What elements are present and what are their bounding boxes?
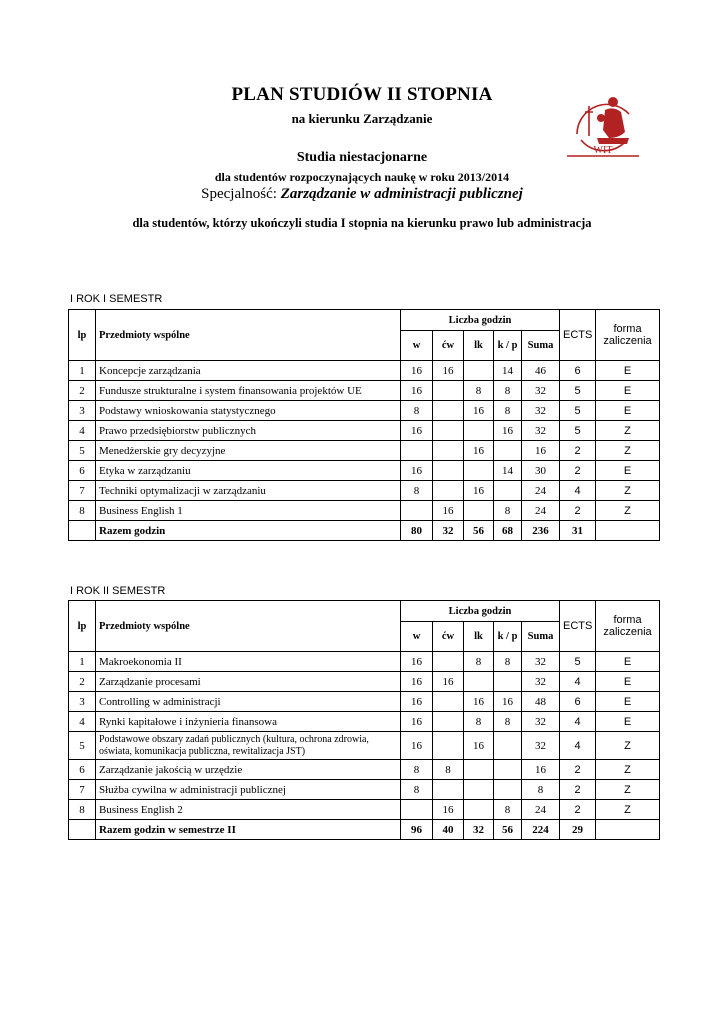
cell-cw [433,652,464,672]
table-row [69,441,660,461]
cell-lk: 16 [464,481,494,501]
cell-forma: Z [596,441,660,461]
col-header-subject: Przedmioty wspólne [96,310,401,361]
semester-1-table [68,309,660,541]
cell-kp: 8 [494,800,522,820]
cell-forma: E [596,381,660,401]
cell-ects: 2 [560,441,596,461]
cell-lk [464,800,494,820]
table-row [69,760,660,780]
specialization-label: Specjalność: [201,186,277,202]
cell-subject: Business English 2 [96,800,401,820]
cell-cw [433,421,464,441]
table-row [69,501,660,521]
total-lk: 56 [464,521,494,541]
cell-w: 16 [401,672,433,692]
cell-subject: Business English 1 [96,501,401,521]
cell-forma: Z [596,732,660,760]
cell-lp: 1 [69,652,96,672]
cell-lp: 2 [69,672,96,692]
table-row [69,652,660,672]
cell-lp: 3 [69,692,96,712]
table-row [69,361,660,381]
col-header-w: w [401,331,433,361]
col-header-lk: lk [464,622,494,652]
cell-lp: 5 [69,441,96,461]
wit-logo [563,82,643,162]
total-kp: 56 [494,820,522,840]
cell-ects: 2 [560,800,596,820]
cell-lk [464,780,494,800]
total-w: 80 [401,521,433,541]
total-lk: 32 [464,820,494,840]
semester-1-label: I ROK I SEMESTR [70,293,163,305]
cell-forma: Z [596,421,660,441]
total-ects: 31 [560,521,596,541]
cell-ects: 2 [560,461,596,481]
cell-kp [494,780,522,800]
cell-cw [433,441,464,461]
cell-ects: 2 [560,760,596,780]
cell-lp: 1 [69,361,96,381]
total-kp: 68 [494,521,522,541]
total-row [69,820,660,840]
cell-kp [494,732,522,760]
cell-subject: Menedżerskie gry decyzyjne [96,441,401,461]
cell-subject: Podstawy wnioskowania statystycznego [96,401,401,421]
table-row [69,461,660,481]
table-row [69,672,660,692]
cell-kp: 8 [494,381,522,401]
cell-ects: 4 [560,732,596,760]
total-w: 96 [401,820,433,840]
col-header-suma: Suma [522,622,560,652]
col-header-cw: ćw [433,331,464,361]
col-header-kp: k / p [494,331,522,361]
cell-subject: Podstawowe obszary zadań publicznych (kultura, ochrona zdrowia, oświata, komunikacja publiczna, rewitalizacja JST) [96,732,401,760]
cell-kp [494,441,522,461]
col-header-forma: forma zaliczenia [596,310,660,361]
cell-suma: 16 [522,760,560,780]
cell-kp [494,672,522,692]
total-cw: 32 [433,521,464,541]
cell-kp: 8 [494,712,522,732]
cell-suma: 32 [522,672,560,692]
table-row [69,381,660,401]
cell-lk [464,760,494,780]
cell-lk: 8 [464,381,494,401]
table-row [69,712,660,732]
cell-subject: Koncepcje zarządzania [96,361,401,381]
cell-w: 16 [401,732,433,760]
cell-w: 16 [401,421,433,441]
semester-2-label: I ROK II SEMESTR [70,585,166,597]
cell-kp [494,760,522,780]
cell-empty [69,521,96,541]
table-row [69,692,660,712]
cell-cw [433,732,464,760]
cell-forma: E [596,672,660,692]
cell-lk: 16 [464,732,494,760]
students-intake: dla studentów rozpoczynających naukę w roku 2013/2014 [214,170,510,184]
cell-forma: E [596,461,660,481]
cell-kp: 8 [494,401,522,421]
cell-forma: Z [596,780,660,800]
col-header-lp: lp [69,601,96,652]
cell-ects: 4 [560,712,596,732]
total-label: Razem godzin w semestrze II [96,820,401,840]
cell-suma: 32 [522,712,560,732]
graduates-note: dla studentów, którzy ukończyli studia I stopnia na kierunku prawo lub administracja [132,216,592,230]
cell-lp: 4 [69,712,96,732]
cell-forma: E [596,712,660,732]
field-of-study: na kierunku Zarządzanie [291,111,433,126]
cell-subject: Techniki optymalizacji w zarządzaniu [96,481,401,501]
cell-ects: 2 [560,780,596,800]
cell-forma: E [596,401,660,421]
col-header-lk: lk [464,331,494,361]
cell-ects: 6 [560,361,596,381]
cell-ects: 5 [560,401,596,421]
cell-forma: Z [596,760,660,780]
cell-ects: 4 [560,672,596,692]
cell-forma: Z [596,800,660,820]
cell-kp: 14 [494,461,522,481]
col-header-lp: lp [69,310,96,361]
cell-suma: 46 [522,361,560,381]
total-suma: 236 [522,521,560,541]
total-ects: 29 [560,820,596,840]
total-label: Razem godzin [96,521,401,541]
cell-lk: 16 [464,692,494,712]
cell-lk [464,421,494,441]
cell-suma: 32 [522,421,560,441]
cell-lp: 7 [69,481,96,501]
cell-w [401,441,433,461]
cell-subject: Zarządzanie jakością w urzędzie [96,760,401,780]
cell-ects: 5 [560,381,596,401]
cell-cw [433,712,464,732]
cell-w [401,501,433,521]
cell-kp: 16 [494,692,522,712]
cell-suma: 32 [522,732,560,760]
cell-lp: 4 [69,421,96,441]
cell-cw [433,481,464,501]
cell-ects: 4 [560,481,596,501]
cell-subject: Służba cywilna w administracji publicznej [96,780,401,800]
cell-lp: 7 [69,780,96,800]
cell-suma: 24 [522,481,560,501]
cell-empty [69,820,96,840]
cell-subject: Makroekonomia II [96,652,401,672]
cell-subject: Prawo przedsiębiorstw publicznych [96,421,401,441]
cell-kp: 8 [494,501,522,521]
cell-lk [464,461,494,481]
cell-lk: 8 [464,652,494,672]
cell-w: 16 [401,381,433,401]
col-header-kp: k / p [494,622,522,652]
cell-ects: 5 [560,652,596,672]
table-row [69,800,660,820]
cell-forma: Z [596,501,660,521]
cell-suma: 16 [522,441,560,461]
cell-subject: Rynki kapitałowe i inżynieria finansowa [96,712,401,732]
total-cw: 40 [433,820,464,840]
study-mode: Studia niestacjonarne [296,150,428,165]
cell-forma: E [596,692,660,712]
cell-lp: 6 [69,461,96,481]
cell-cw [433,461,464,481]
table-row [69,780,660,800]
cell-suma: 32 [522,652,560,672]
col-header-hours: Liczba godzin [401,310,560,331]
cell-cw: 16 [433,501,464,521]
cell-suma: 24 [522,501,560,521]
table-row [69,401,660,421]
cell-w: 16 [401,692,433,712]
cell-w: 16 [401,652,433,672]
cell-forma: E [596,652,660,672]
col-header-ects: ECTS [560,601,596,652]
cell-kp: 16 [494,421,522,441]
cell-w: 8 [401,780,433,800]
cell-lk [464,361,494,381]
semester-2-table [68,600,660,840]
cell-lp: 6 [69,760,96,780]
cell-lp: 2 [69,381,96,401]
col-header-forma: forma zaliczenia [596,601,660,652]
cell-w: 8 [401,760,433,780]
cell-suma: 48 [522,692,560,712]
cell-w [401,800,433,820]
specialization [0,186,724,203]
cell-suma: 8 [522,780,560,800]
cell-w: 8 [401,401,433,421]
cell-cw: 8 [433,760,464,780]
cell-forma: Z [596,481,660,501]
cell-subject: Fundusze strukturalne i system finansowania projektów UE [96,381,401,401]
table-row [69,481,660,501]
page-title: PLAN STUDIÓW II STOPNIA [231,84,493,105]
cell-cw: 16 [433,800,464,820]
cell-w: 16 [401,712,433,732]
cell-w: 16 [401,461,433,481]
cell-empty [596,521,660,541]
cell-lk: 16 [464,441,494,461]
cell-lk [464,501,494,521]
cell-lp: 3 [69,401,96,421]
cell-subject: Controlling w administracji [96,692,401,712]
cell-ects: 6 [560,692,596,712]
specialization-value: Zarządzanie w administracji publicznej [280,186,523,202]
cell-lp: 8 [69,501,96,521]
cell-lk: 8 [464,712,494,732]
cell-cw [433,780,464,800]
cell-subject: Etyka w zarządzaniu [96,461,401,481]
cell-ects: 5 [560,421,596,441]
cell-suma: 32 [522,381,560,401]
table-row [69,732,660,760]
logo-text: WIT [593,145,613,156]
col-header-suma: Suma [522,331,560,361]
cell-cw [433,401,464,421]
cell-forma: E [596,361,660,381]
cell-suma: 30 [522,461,560,481]
cell-kp: 14 [494,361,522,381]
col-header-w: w [401,622,433,652]
cell-lp: 5 [69,732,96,760]
cell-cw [433,692,464,712]
cell-w: 8 [401,481,433,501]
cell-kp [494,481,522,501]
col-header-subject: Przedmioty wspólne [96,601,401,652]
cell-lp: 8 [69,800,96,820]
cell-cw [433,381,464,401]
cell-lk [464,672,494,692]
cell-kp: 8 [494,652,522,672]
cell-cw: 16 [433,361,464,381]
cell-suma: 24 [522,800,560,820]
table-row [69,421,660,441]
cell-subject: Zarządzanie procesami [96,672,401,692]
cell-cw: 16 [433,672,464,692]
cell-suma: 32 [522,401,560,421]
col-header-ects: ECTS [560,310,596,361]
cell-empty [596,820,660,840]
col-header-cw: ćw [433,622,464,652]
total-suma: 224 [522,820,560,840]
cell-lk: 16 [464,401,494,421]
col-header-hours: Liczba godzin [401,601,560,622]
cell-ects: 2 [560,501,596,521]
cell-w: 16 [401,361,433,381]
total-row [69,521,660,541]
